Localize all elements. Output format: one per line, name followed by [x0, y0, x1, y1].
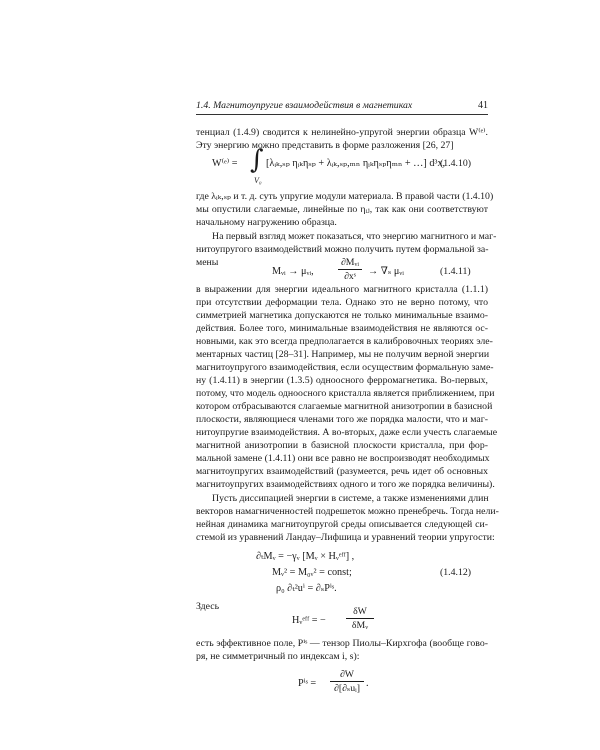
fraction-numerator: δW: [353, 606, 367, 617]
running-title: 1.4. Магнитоупругие взаимодействия в магнетиках: [196, 100, 413, 111]
text-line: потому, что модель одноосного кристалла является приближением, при: [196, 388, 495, 399]
equation-part: Mᵥᵢ → μᵥᵢ,: [272, 266, 314, 277]
text-line: магнитоупругих взаимодействий (разумеется, речь идет об основных: [196, 466, 488, 477]
equation-lhs: W⁽ᵉ⁾ =: [212, 158, 238, 169]
equation-part: → ∇ₛ μᵥᵢ: [368, 266, 404, 277]
text-line: при отсутствии деформации тела. Однако это не верно потому, что: [196, 297, 488, 308]
integral-domain: V₀: [254, 176, 262, 185]
equation-lhs: Hᵥᵉᶠᶠ = −: [292, 615, 326, 626]
text-line: начальному нагружению образца.: [196, 217, 337, 228]
text-line: мы опустили слагаемые, линейные по ηᵢⱼ, так как они соответствуют: [196, 204, 488, 215]
fraction-denominator: ∂xˢ: [344, 271, 356, 282]
equation-fraction: [338, 257, 362, 282]
equation-fraction: [346, 606, 374, 631]
running-header: [196, 100, 488, 115]
text-line: нейная динамика магнитоупругой среды описывается следующей си-: [196, 519, 488, 530]
text-line: тенциал (1.4.9) сводится к нелинейно-упругой энергии образца W⁽ᵉ⁾.: [196, 127, 488, 138]
text-line: мальной замене (1.4.11) они все равно не воспроизводят необходимых: [196, 453, 490, 464]
text-line: векторов намагниченностей подрешеток можно пренебречь. Тогда нели-: [196, 506, 499, 517]
text-line: магнитной анизотропии в базисной плоскости кристалла, при фор-: [196, 440, 488, 451]
text-line: есть эффективное поле, Pⁱˢ — тензор Пиолы–Кирхгофа (вообще гово-: [196, 638, 488, 649]
text-line: Эту энергию можно представить в форме разложения [26, 27]: [196, 140, 454, 151]
equation-body: [λᵢₖ,ₛₚ ηᵢₖηₛₚ + λᵢₖ,ₛₚ,ₘₙ ηᵢₖηₛₚηₘₙ + …] d³x,: [266, 158, 446, 169]
text-line: нитоупругие взаимодействия. А во-вторых, даже если учесть слагаемые: [196, 427, 498, 438]
text-line: Здесь: [196, 601, 220, 612]
equation-number: (1.4.11): [440, 266, 471, 277]
text-line: магнитоупругого взаимодействия, если осуществим формальную заме-: [196, 362, 494, 373]
page-number: 41: [478, 100, 488, 111]
fraction-denominator: δMᵥ: [351, 620, 369, 631]
equation-line: ∂ₜMᵥ = −γᵥ [Mᵥ × Hᵥᵉᶠᶠ] ,: [256, 551, 355, 562]
integral-sign: ∫: [250, 145, 264, 175]
text-line: котором отбрасываются слагаемые магнитной анизотропии в базисной: [196, 401, 493, 412]
fraction-bar: [330, 681, 364, 682]
text-line: стемой из уравнений Ландау–Лифшица и уравнений теории упругости:: [196, 532, 495, 543]
equation-lhs: Pⁱˢ =: [298, 678, 317, 689]
equation-line: Mᵥ² = M₀ᵥ² = const;: [272, 567, 352, 578]
text-line: ря, не симметричный по индексам i, s):: [196, 651, 360, 662]
text-line: ну (1.4.11) в энергии (1.3.5) одноосного ферромагнетика. Во-первых,: [196, 375, 488, 386]
fraction-denominator: ∂[∂ₛuᵢ]: [333, 683, 360, 694]
text-line: ментарных частиц [28–31]. Например, мы не получим верной энергии: [196, 349, 490, 360]
equation-line: ρ₀ ∂ₜ²uⁱ = ∂ₛPⁱˢ.: [276, 583, 337, 594]
text-line: где λᵢₖ,ₛₚ и т. д. суть упругие модули материала. В правой части (1.4.10): [196, 191, 494, 202]
fraction-bar: [346, 618, 374, 619]
equation-fraction: [330, 669, 364, 694]
fraction-bar: [338, 269, 362, 270]
fraction-numerator: ∂W: [339, 669, 355, 680]
text-line: симметрией магнетика допускаются не только минимальные взаимо-: [196, 310, 488, 321]
paragraph-start: На первый взгляд может показаться, что энергию магнитного и маг-: [212, 231, 497, 242]
text-line: магнитоупругих взаимодействиях одного и того же порядка величины).: [196, 479, 495, 490]
text-line: мены: [196, 257, 219, 268]
text-line: плоскости, являющиеся членами того же порядка малости, что и маг-: [196, 414, 488, 425]
paragraph-start: Пусть диссипацией энергии в системе, а также изменениями длин: [212, 493, 489, 504]
text-line: нитоупругого взаимодействий можно получить путем формальной за-: [196, 244, 489, 255]
text-line: в выражении для энергии идеального магнитного кристалла (1.1.1): [196, 284, 488, 295]
equation-end: .: [366, 678, 369, 689]
text-line: новными, как это всегда предполагается в калибровочных теориях эле-: [196, 336, 493, 347]
equation-number: (1.4.10): [440, 158, 472, 169]
fraction-numerator: ∂Mᵥᵢ: [340, 257, 360, 268]
equation-number: (1.4.12): [440, 567, 472, 578]
text-line: действия. Более того, минимальные взаимодействия не являются ос-: [196, 323, 488, 334]
